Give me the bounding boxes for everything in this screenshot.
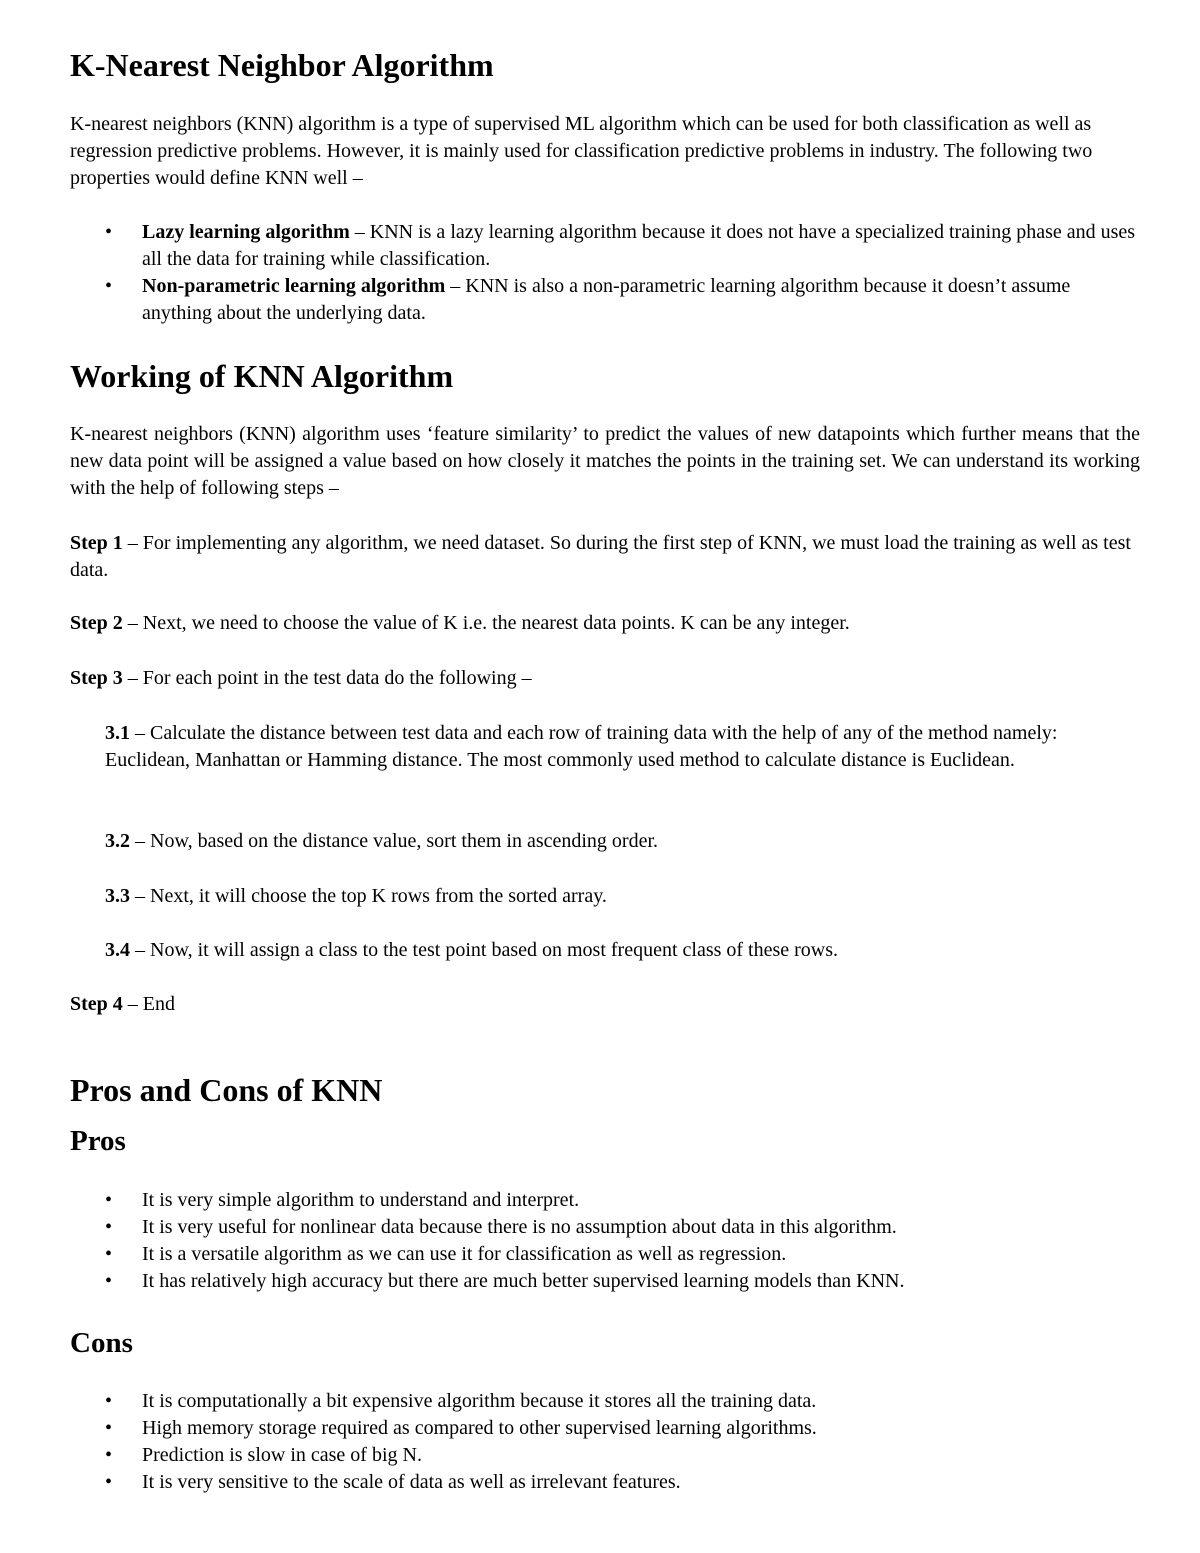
step-label: Step 1 bbox=[70, 532, 123, 554]
substep-label: 3.2 bbox=[105, 830, 130, 852]
page-title: K-Nearest Neighbor Algorithm bbox=[70, 47, 494, 83]
step-text: – For each point in the test data do the following – bbox=[122, 667, 532, 689]
pros-heading: Pros bbox=[70, 1125, 126, 1157]
properties-list bbox=[70, 219, 1140, 327]
substep-3-2 bbox=[105, 828, 1135, 855]
substep-3-4 bbox=[105, 937, 1135, 964]
working-heading: Working of KNN Algorithm bbox=[70, 358, 454, 394]
list-item: • Prediction is slow in case of big N. bbox=[70, 1442, 1140, 1469]
working-intro: K-nearest neighbors (KNN) algorithm uses ‘feature similarity’ to predict the values of new datapoints which further means that the new data point will be assigned a value based on how closely it matches the points in the training set. We can understand its working with the help of following steps – bbox=[70, 423, 1140, 499]
substep-label: 3.1 bbox=[105, 722, 130, 744]
substep-text: – Now, it will assign a class to the test point based on most frequent class of these rows. bbox=[130, 939, 839, 961]
list-item: • High memory storage required as compared to other supervised learning algorithms. bbox=[70, 1415, 1140, 1442]
step-text: – For implementing any algorithm, we need dataset. So during the first step of KNN, we must load the training as well as test data. bbox=[70, 532, 1131, 581]
substep-text: – Calculate the distance between test data and each row of training data with the help of any of the method namely: Euclidean, Manhattan or Hamming distance. The most commonly used method to calculate distance is Euclidean. bbox=[105, 722, 1058, 771]
intro-paragraph: K-nearest neighbors (KNN) algorithm is a type of supervised ML algorithm which can be used for both classification as well as regression predictive problems. However, it is mainly used for classification predictive problems in industry. The following two properties would define KNN well – bbox=[70, 113, 1093, 189]
cons-list bbox=[70, 1388, 1140, 1496]
pros-list bbox=[70, 1187, 1140, 1295]
pros-cons-heading: Pros and Cons of KNN bbox=[70, 1072, 383, 1108]
step-4 bbox=[70, 991, 1140, 1018]
list-item: • It has relatively high accuracy but there are much better supervised learning models than KNN. bbox=[70, 1268, 1140, 1295]
list-item: • It is very simple algorithm to understand and interpret. bbox=[70, 1187, 1140, 1214]
step-text: – Next, we need to choose the value of K i.e. the nearest data points. K can be any integer. bbox=[122, 612, 850, 634]
list-item bbox=[70, 219, 1140, 273]
list-item: • It is a versatile algorithm as we can use it for classification as well as regression. bbox=[70, 1241, 1140, 1268]
list-item: • It is very useful for nonlinear data because there is no assumption about data in this algorithm. bbox=[70, 1214, 1140, 1241]
cons-heading: Cons bbox=[70, 1327, 133, 1359]
list-item bbox=[70, 273, 1140, 327]
step-2 bbox=[70, 610, 1140, 637]
list-item: • It is computationally a bit expensive algorithm because it stores all the training data. bbox=[70, 1388, 1140, 1415]
property-term: Non-parametric learning algorithm bbox=[142, 275, 446, 297]
substep-text: – Next, it will choose the top K rows from the sorted array. bbox=[130, 885, 607, 907]
property-desc: – KNN is a lazy learning algorithm because it does not have a specialized training phase and uses all the data for training while classification. bbox=[142, 221, 1136, 270]
step-3 bbox=[70, 665, 1140, 692]
step-1 bbox=[70, 530, 1140, 584]
substep-text: – Now, based on the distance value, sort them in ascending order. bbox=[130, 830, 659, 852]
step-label: Step 2 bbox=[70, 612, 123, 634]
property-desc: – KNN is also a non-parametric learning algorithm because it doesn’t assume anything about the underlying data. bbox=[142, 275, 1071, 324]
substep-3-3 bbox=[105, 883, 1135, 910]
step-label: Step 3 bbox=[70, 667, 123, 689]
step-label: Step 4 bbox=[70, 993, 123, 1015]
substep-label: 3.4 bbox=[105, 939, 130, 961]
substep-3-1 bbox=[105, 720, 1135, 774]
substep-label: 3.3 bbox=[105, 885, 130, 907]
property-term: Lazy learning algorithm bbox=[142, 221, 350, 243]
list-item: • It is very sensitive to the scale of data as well as irrelevant features. bbox=[70, 1469, 1140, 1496]
step-text: – End bbox=[122, 993, 176, 1015]
